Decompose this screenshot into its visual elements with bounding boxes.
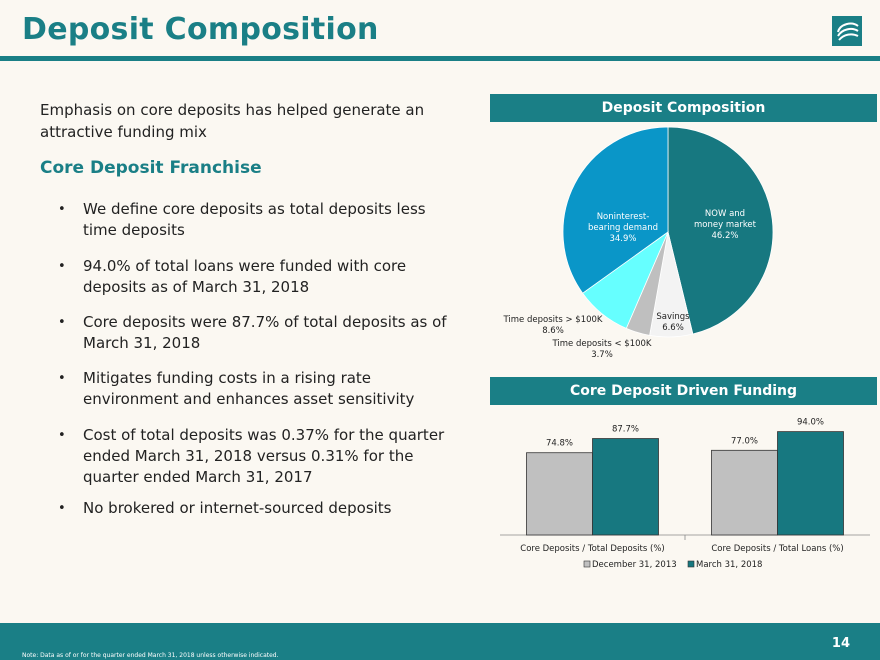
x-tick-label: Core Deposits / Total Deposits (%) <box>520 544 665 554</box>
bullet-glyph: • <box>58 259 66 274</box>
legend-label: March 31, 2018 <box>696 560 763 570</box>
bar-value-label: 87.7% <box>611 424 640 435</box>
pie-value-label: 6.6% <box>662 323 684 333</box>
bullet-text: We define core deposits as total deposits less time deposits <box>83 200 426 239</box>
pie-slice-label: Time deposits > $100K <box>503 315 603 325</box>
header-rule <box>0 56 880 61</box>
bullet-item <box>58 256 458 298</box>
pie-value-label: 8.6% <box>542 326 564 336</box>
bar-value-label: 94.0% <box>796 417 825 428</box>
bullet-item <box>58 199 458 241</box>
bar <box>593 439 659 535</box>
pie-chart-title: Deposit Composition <box>490 94 877 122</box>
pie-slice-label: NOW and money market <box>694 209 756 230</box>
bullet-glyph: • <box>58 202 66 217</box>
bullet-text: Mitigates funding costs in a rising rate environment and enhances asset sensitivity <box>83 369 415 408</box>
bullet-item <box>58 498 458 519</box>
legend-label: December 31, 2013 <box>592 560 677 570</box>
bullet-item <box>58 312 458 354</box>
bullet-glyph: • <box>58 315 66 330</box>
lead-text: Emphasis on core deposits has helped generate an attractive funding mix <box>40 101 425 141</box>
bullet-text: 94.0% of total loans were funded with core deposits as of March 31, 2018 <box>83 257 407 296</box>
bar <box>712 450 778 535</box>
legend-swatch <box>688 561 694 567</box>
pie-value-label: 34.9% <box>609 234 637 244</box>
bar-chart <box>490 405 877 585</box>
bar-chart-title: Core Deposit Driven Funding <box>490 377 877 405</box>
x-tick-label: Core Deposits / Total Loans (%) <box>711 544 844 554</box>
page-number: 14 <box>831 636 850 651</box>
bullet-glyph: • <box>58 371 66 386</box>
bar <box>527 453 593 535</box>
bullet-glyph: • <box>58 501 66 516</box>
bullet-glyph: • <box>58 428 66 443</box>
pie-chart <box>490 124 877 374</box>
bullet-item <box>58 368 458 410</box>
pie-value-label: 46.2% <box>711 231 739 241</box>
bar-value-label: 77.0% <box>730 436 759 447</box>
bullet-text: Cost of total deposits was 0.37% for the quarter ended March 31, 2018 versus 0.31% for the quarter ended March 31, 2017 <box>83 426 445 486</box>
pie-value-label: 3.7% <box>591 350 613 360</box>
pie-slice-label: Savings <box>656 312 690 322</box>
bar-value-label: 74.8% <box>545 438 574 449</box>
pie-slice-label: Time deposits < $100K <box>552 339 652 349</box>
bar <box>778 432 844 535</box>
bullet-item <box>58 425 458 488</box>
legend-swatch <box>584 561 590 567</box>
bullet-text: Core deposits were 87.7% of total deposits as of March 31, 2018 <box>83 313 447 352</box>
page-title: Deposit Composition <box>22 12 379 47</box>
bullet-text: No brokered or internet-sourced deposits <box>83 499 392 517</box>
pie-slice-label: Noninterest-bearing demand <box>587 212 659 233</box>
company-logo-icon <box>832 16 862 46</box>
section-subhead: Core Deposit Franchise <box>40 158 262 178</box>
footnote: Note: Data as of or for the quarter ended March 31, 2018 unless otherwise indicated. <box>22 652 279 659</box>
